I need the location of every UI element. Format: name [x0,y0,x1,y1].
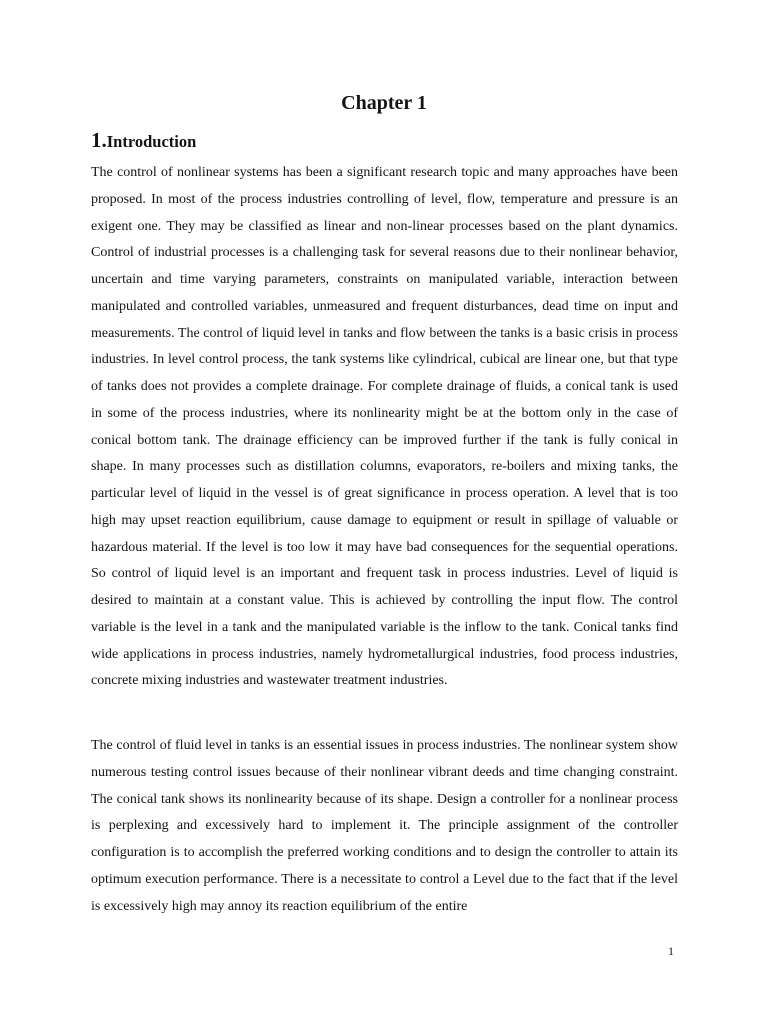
body-paragraph: The control of fluid level in tanks is an essential issues in process industries. The nonlinear system show numerous testing control issues because of their nonlinear vibrant deeds and time changing constraint. The conical tank shows its nonlinearity because of its shape. Design a controller for a nonlinear process is perplexing and excessively hard to implement it. The principle assignment of the controller configuration is to accomplish the preferred working conditions and to design the controller to attain its optimum execution performance. There is a necessitate to control a Level due to the fact that if the level is excessively high may annoy its reaction equilibrium of the entire [91,738,678,914]
page-number: 1 [668,944,674,958]
section-heading [91,128,196,153]
section-number: 1. [91,128,107,152]
body-paragraph: The control of nonlinear systems has been a significant research topic and many approaches have been proposed. In most of the process industries controlling of level, flow, temperature and pressure is an exigent one. They may be classified as linear and non-linear processes based on the plant dynamics. Control of industrial processes is a challenging task for several reasons due to their nonlinear behavior, uncertain and time varying parameters, constraints on manipulated variable, interaction between manipulated and controlled variables, unmeasured and frequent disturbances, dead time on input and measurements. The control of liquid level in tanks and flow between the tanks is a basic crisis in process industries. In level control process, the tank systems like cylindrical, cubical are linear one, but that type of tanks does not provides a complete drainage. For complete drainage of fluids, a conical tank is used in some of the process industries, where its nonlinearity might be at the bottom only in the case of conical bottom tank. The drainage efficiency can be improved further if the tank is fully conical in shape. In many processes such as distillation columns, evaporators, re-boilers and mixing tanks, the particular level of liquid in the vessel is of great significance in process operation. A level that is too high may upset reaction equilibrium, cause damage to equipment or result in spillage of valuable or hazardous material. If the level is too low it may have bad consequences for the sequential operations. So control of liquid level is an important and frequent task in process industries. Level of liquid is desired to maintain at a constant value. This is achieved by controlling the input flow. The control variable is the level in a tank and the manipulated variable is the inflow to the tank. Conical tanks find wide applications in process industries, namely hydrometallurgical industries, food process industries, concrete mixing industries and wastewater treatment industries. [91,165,678,689]
section-title: Introduction [106,132,197,151]
chapter-title: Chapter 1 [341,92,427,114]
